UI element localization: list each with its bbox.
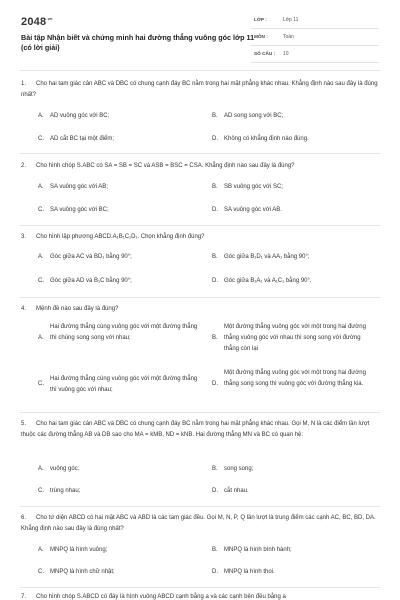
question-number: 5. bbox=[21, 421, 27, 427]
question-5-text: 5. Cho hai tam giác cân ABC và DBC có chung cạnh đáy BC nằm trong hai mặt phẳng khác nhau. Gọi M, N là các điểm lần lượt thuộc các đường thẳng AB và DB sao cho MA = kMB, ND = kNB. Hai đường thẳng MN và BC có quan hệ: bbox=[21, 421, 370, 438]
question-4-option-c[interactable]: C. Hai đường thẳng cùng vuông góc với một đường thẳng thì vuông góc với nhau; bbox=[38, 376, 198, 393]
question-6-option-d[interactable]: D. MNPQ là hình thoi. bbox=[212, 569, 275, 575]
meta-key: MÔN : bbox=[254, 34, 268, 39]
document-title: Bài tập Nhận biết và chứng minh hai đường thẳng vuông góc lớp 11 (có lời giải) bbox=[21, 33, 255, 52]
divider bbox=[20, 70, 380, 71]
divider bbox=[20, 297, 380, 298]
divider bbox=[20, 225, 380, 226]
question-1-option-b[interactable]: B. AD song song với BC; bbox=[212, 113, 284, 119]
question-4-option-a[interactable]: A. Hai đường thẳng cùng vuông góc với một đường thẳng thì chúng song song với nhau; bbox=[38, 324, 198, 341]
question-1-option-c[interactable]: C. AD cắt BC tại một điểm; bbox=[38, 136, 115, 142]
meta-value: 10 bbox=[283, 51, 289, 57]
question-4-text: 4. Mệnh đề nào sau đây là đúng? bbox=[21, 304, 381, 315]
question-2-text: 2. Cho hình chóp S.ABC có SA = SB = SC và ASB = BSC = CSA. Khẳng định nào sau đây là đúng? bbox=[21, 161, 381, 172]
question-3-option-a[interactable]: A. Góc giữa AC và BD₁ bằng 90°; bbox=[38, 254, 132, 260]
meta-table bbox=[251, 12, 379, 63]
question-2-option-a[interactable]: A. SA vuông góc với AB; bbox=[38, 184, 108, 190]
question-number: 2. bbox=[21, 163, 27, 169]
page-header bbox=[0, 0, 400, 64]
question-2-option-d[interactable]: D. SA vuông góc với AB. bbox=[212, 207, 282, 213]
logo-suffix: .vn bbox=[46, 16, 53, 21]
question-6-option-c[interactable]: C. MNPQ là hình chữ nhật; bbox=[38, 569, 115, 575]
question-5-option-b[interactable]: B. song song; bbox=[212, 466, 254, 472]
question-3-option-c[interactable]: C. Góc giữa AD và B₁C bằng 90°; bbox=[38, 278, 132, 284]
question-6-option-a[interactable]: A. MNPQ là hình vuông; bbox=[38, 547, 108, 553]
question-6-text: 6. Cho tứ diện ABCD có hai mặt ABC và ABD là các tam giác đều. Gọi M, N, P, Q lần lượt là trung điểm các cạnh AC, BC, BD, DA. Khẳng định nào sau đây là đúng nhất? bbox=[21, 515, 376, 532]
question-1-text: 1. Cho hai tam giác cân ABC và DBC có chung cạnh đáy BC nằm trong hai mặt phẳng khác nhau. Khẳng định nào sau đây là đúng nhất? bbox=[21, 81, 378, 98]
question-3-option-d[interactable]: D. Góc giữa B₁A₁ và A₁C₁ bằng 90°. bbox=[212, 278, 312, 284]
question-3-text: 3. Cho hình lập phương ABCD.A₁B₁C₁D₁. Chọn khẳng định đúng? bbox=[21, 232, 381, 243]
question-2-option-b[interactable]: B. SB vuông góc với SC; bbox=[212, 184, 283, 190]
meta-row-subject bbox=[251, 29, 379, 46]
question-number: 4. bbox=[21, 306, 27, 312]
meta-key: SỐ CÂU : bbox=[254, 51, 276, 56]
question-4-option-d[interactable]: D. Một đường thẳng vuông góc với một trong hai đường thẳng song song thì vuông góc với đường thẳng kia. bbox=[212, 370, 366, 387]
divider bbox=[20, 506, 380, 507]
question-number: 6. bbox=[21, 515, 27, 521]
meta-row-class bbox=[251, 12, 379, 29]
question-4-option-b[interactable]: B. Một đường thẳng vuông góc với một trong hai đường thẳng vuông góc với nhau thì song song với đường thẳng còn lại bbox=[212, 324, 366, 352]
question-5-option-c[interactable]: C. trùng nhau; bbox=[38, 488, 81, 494]
meta-key: LỚP : bbox=[254, 17, 267, 22]
question-3-option-b[interactable]: B. Góc giữa B₁D₁ và AA₁ bằng 90°; bbox=[212, 254, 310, 260]
question-1-option-a[interactable]: A. AD vuông góc với BC; bbox=[38, 113, 110, 119]
question-6-option-b[interactable]: B. MNPQ là hình bình hành; bbox=[212, 547, 292, 553]
question-2-option-c[interactable]: C. SA vuông góc với BC; bbox=[38, 207, 109, 213]
meta-row-count bbox=[251, 46, 379, 63]
meta-value: Toán bbox=[283, 34, 294, 40]
question-number: 7. bbox=[21, 594, 27, 600]
site-logo[interactable] bbox=[21, 16, 53, 28]
divider bbox=[20, 153, 380, 154]
meta-value: Lớp 11 bbox=[283, 17, 299, 23]
divider bbox=[20, 587, 380, 588]
question-5-option-d[interactable]: D. cắt nhau. bbox=[212, 488, 249, 494]
divider bbox=[20, 412, 380, 413]
question-number: 3. bbox=[21, 234, 27, 240]
question-number: 1. bbox=[21, 81, 27, 87]
question-5-option-a[interactable]: A. vuông góc; bbox=[38, 466, 80, 472]
question-1-option-d[interactable]: D. Không có khẳng định nào đúng. bbox=[212, 136, 309, 142]
question-7-text: 7. Cho hình chóp S.ABCD có đáy là hình vuông ABCD cạnh bằng a và các cạnh bên đều bằng a bbox=[21, 592, 380, 600]
logo-text: 2048 bbox=[21, 16, 47, 28]
